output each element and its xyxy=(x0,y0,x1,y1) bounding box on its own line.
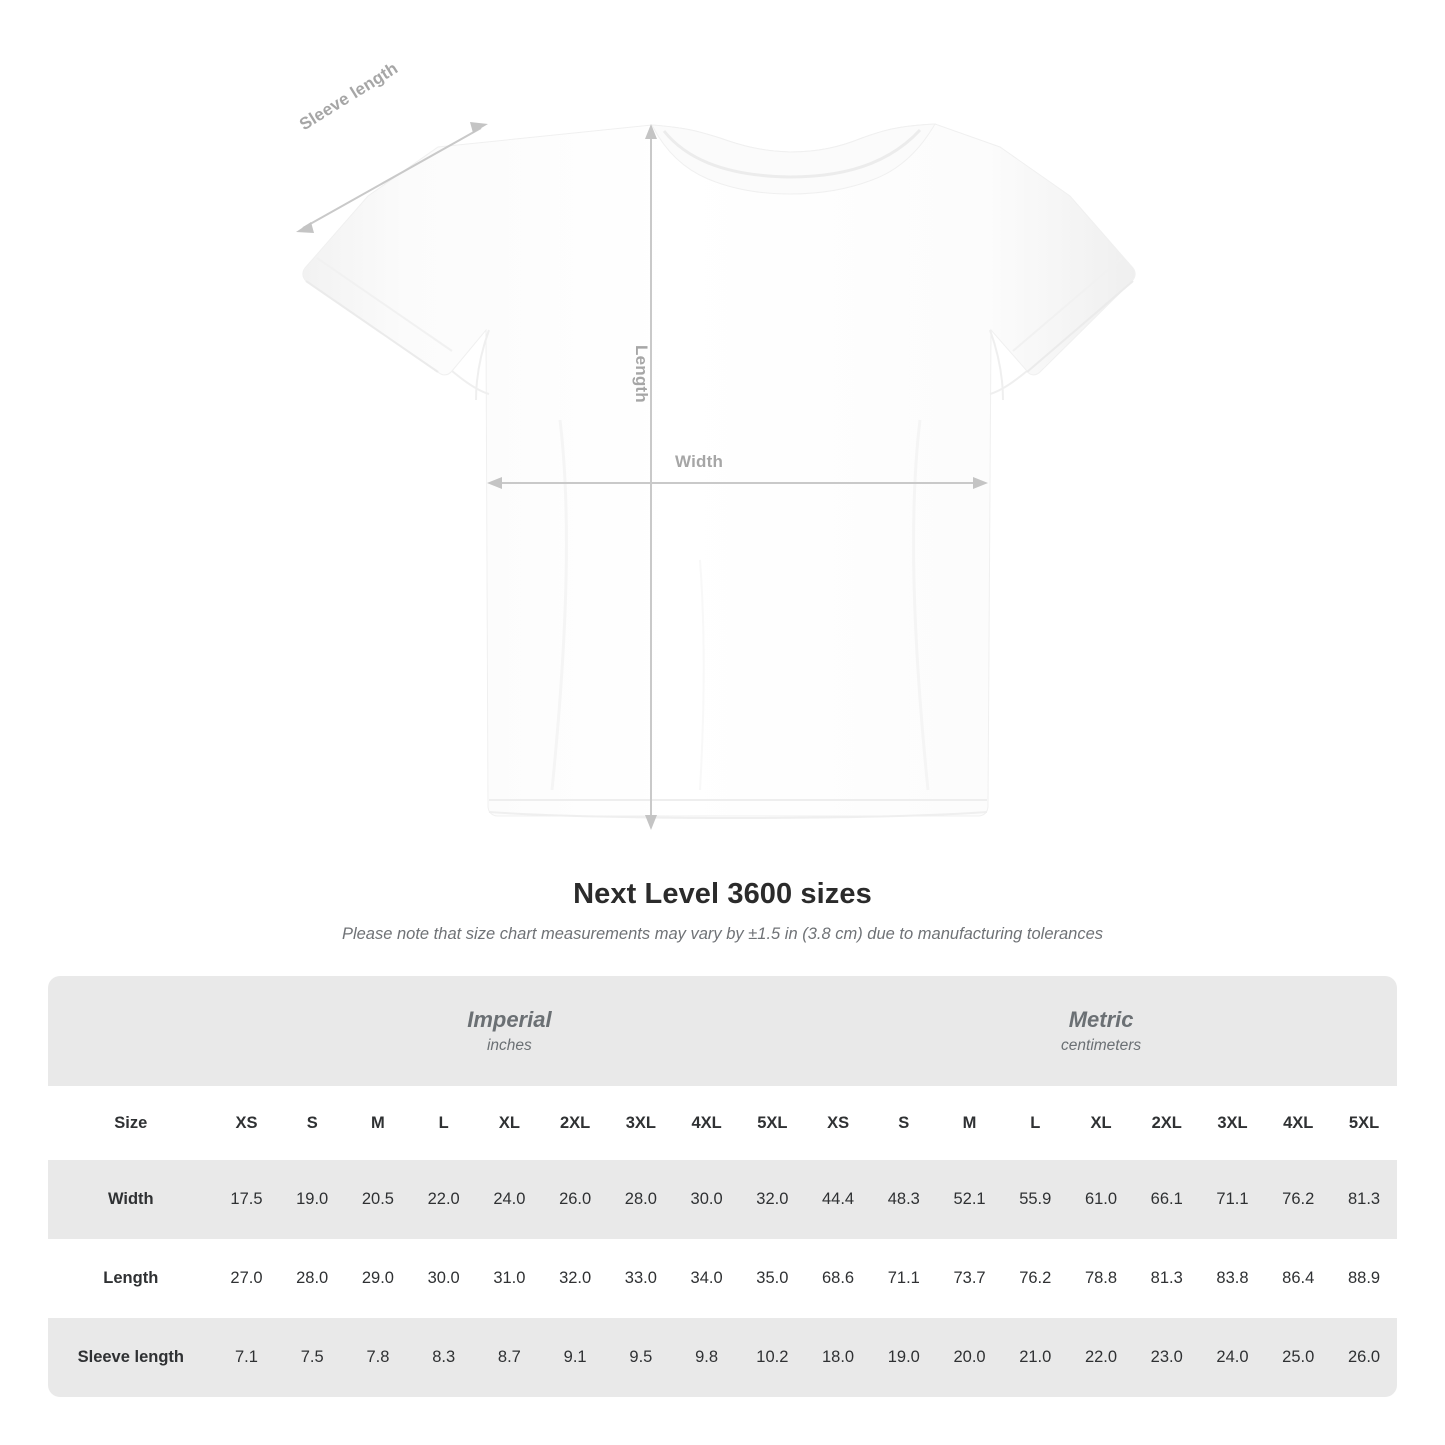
sleeve-length-label: Sleeve length xyxy=(296,58,402,135)
cell-length-metric-3xl: 83.8 xyxy=(1200,1239,1266,1318)
cell-length-imperial-3xl: 33.0 xyxy=(608,1239,674,1318)
header-size-imperial-xl: XL xyxy=(477,1086,543,1160)
header-size-metric-m: M xyxy=(937,1086,1003,1160)
cell-length-metric-5xl: 88.9 xyxy=(1331,1239,1397,1318)
cell-width-metric-xl: 61.0 xyxy=(1068,1160,1134,1239)
cell-length-imperial-m: 29.0 xyxy=(345,1239,411,1318)
size-chart-table-container xyxy=(48,976,1397,1397)
group-header-metric xyxy=(805,976,1397,1086)
cell-length-imperial-4xl: 34.0 xyxy=(674,1239,740,1318)
cell-length-imperial-l: 30.0 xyxy=(411,1239,477,1318)
header-size-metric-3xl: 3XL xyxy=(1200,1086,1266,1160)
cell-width-imperial-4xl: 30.0 xyxy=(674,1160,740,1239)
row-label-length: Length xyxy=(48,1239,214,1318)
cell-sleeve-metric-xl: 22.0 xyxy=(1068,1318,1134,1397)
cell-sleeve-imperial-4xl: 9.8 xyxy=(674,1318,740,1397)
cell-sleeve-imperial-2xl: 9.1 xyxy=(542,1318,608,1397)
length-label: Length xyxy=(632,345,651,403)
cell-width-metric-5xl: 81.3 xyxy=(1331,1160,1397,1239)
header-size-imperial-s: S xyxy=(279,1086,345,1160)
cell-sleeve-metric-s: 19.0 xyxy=(871,1318,937,1397)
page-title: Next Level 3600 sizes xyxy=(573,878,872,910)
header-size-imperial-l: L xyxy=(411,1086,477,1160)
cell-length-imperial-xs: 27.0 xyxy=(214,1239,280,1318)
cell-width-imperial-xl: 24.0 xyxy=(477,1160,543,1239)
group-subtitle-imperial: inches xyxy=(486,1037,532,1055)
cell-width-metric-s: 48.3 xyxy=(871,1160,937,1239)
cell-sleeve-imperial-xs: 7.1 xyxy=(214,1318,280,1397)
cell-sleeve-metric-2xl: 23.0 xyxy=(1134,1318,1200,1397)
header-size-metric-5xl: 5XL xyxy=(1331,1086,1397,1160)
cell-length-metric-m: 73.7 xyxy=(937,1239,1003,1318)
table-row xyxy=(48,1239,1397,1318)
cell-width-imperial-2xl: 26.0 xyxy=(542,1160,608,1239)
cell-sleeve-metric-m: 20.0 xyxy=(937,1318,1003,1397)
group-header-imperial xyxy=(214,976,806,1086)
cell-sleeve-imperial-3xl: 9.5 xyxy=(608,1318,674,1397)
size-chart-table xyxy=(48,976,1397,1397)
cell-width-metric-4xl: 76.2 xyxy=(1265,1160,1331,1239)
unit-group-header-row xyxy=(48,976,1397,1086)
cell-width-imperial-m: 20.5 xyxy=(345,1160,411,1239)
cell-length-metric-xl: 78.8 xyxy=(1068,1239,1134,1318)
cell-sleeve-imperial-l: 8.3 xyxy=(411,1318,477,1397)
table-row xyxy=(48,1160,1397,1239)
header-size-imperial-5xl: 5XL xyxy=(739,1086,805,1160)
header-size-metric-xs: XS xyxy=(805,1086,871,1160)
row-label-sleeve-length: Sleeve length xyxy=(48,1318,214,1397)
group-subtitle-metric: centimeters xyxy=(1061,1037,1142,1055)
row-label-width: Width xyxy=(48,1160,214,1239)
cell-sleeve-imperial-xl: 8.7 xyxy=(477,1318,543,1397)
cell-width-imperial-xs: 17.5 xyxy=(214,1160,280,1239)
cell-sleeve-metric-5xl: 26.0 xyxy=(1331,1318,1397,1397)
cell-sleeve-imperial-5xl: 10.2 xyxy=(739,1318,805,1397)
cell-length-metric-2xl: 81.3 xyxy=(1134,1239,1200,1318)
group-title-imperial: Imperial xyxy=(467,1006,552,1032)
header-size-label: Size xyxy=(48,1086,214,1160)
cell-length-metric-4xl: 86.4 xyxy=(1265,1239,1331,1318)
cell-width-metric-l: 55.9 xyxy=(1002,1160,1068,1239)
cell-length-imperial-2xl: 32.0 xyxy=(542,1239,608,1318)
group-header-spacer xyxy=(48,976,214,1086)
cell-sleeve-imperial-s: 7.5 xyxy=(279,1318,345,1397)
cell-width-metric-3xl: 71.1 xyxy=(1200,1160,1266,1239)
cell-length-imperial-5xl: 35.0 xyxy=(739,1239,805,1318)
cell-width-imperial-3xl: 28.0 xyxy=(608,1160,674,1239)
group-title-metric: Metric xyxy=(1068,1006,1134,1032)
cell-length-metric-l: 76.2 xyxy=(1002,1239,1068,1318)
cell-width-metric-m: 52.1 xyxy=(937,1160,1003,1239)
header-size-imperial-xs: XS xyxy=(214,1086,280,1160)
header-size-imperial-4xl: 4XL xyxy=(674,1086,740,1160)
cell-sleeve-metric-l: 21.0 xyxy=(1002,1318,1068,1397)
header-size-imperial-m: M xyxy=(345,1086,411,1160)
header-size-imperial-3xl: 3XL xyxy=(608,1086,674,1160)
header-size-metric-xl: XL xyxy=(1068,1086,1134,1160)
cell-length-metric-xs: 68.6 xyxy=(805,1239,871,1318)
cell-sleeve-metric-xs: 18.0 xyxy=(805,1318,871,1397)
cell-length-imperial-s: 28.0 xyxy=(279,1239,345,1318)
header-size-metric-4xl: 4XL xyxy=(1265,1086,1331,1160)
cell-length-metric-s: 71.1 xyxy=(871,1239,937,1318)
tolerance-note: Please note that size chart measurements may vary by ±1.5 in (3.8 cm) due to manufacturing tolerances xyxy=(341,925,1104,943)
cell-width-imperial-l: 22.0 xyxy=(411,1160,477,1239)
cell-sleeve-metric-3xl: 24.0 xyxy=(1200,1318,1266,1397)
header-size-metric-s: S xyxy=(871,1086,937,1160)
header-size-metric-2xl: 2XL xyxy=(1134,1086,1200,1160)
table-row xyxy=(48,1318,1397,1397)
header-size-imperial-2xl: 2XL xyxy=(542,1086,608,1160)
width-label: Width xyxy=(675,452,724,471)
cell-width-imperial-s: 19.0 xyxy=(279,1160,345,1239)
size-header-row xyxy=(48,1086,1397,1160)
cell-width-metric-2xl: 66.1 xyxy=(1134,1160,1200,1239)
cell-length-imperial-xl: 31.0 xyxy=(477,1239,543,1318)
cell-sleeve-imperial-m: 7.8 xyxy=(345,1318,411,1397)
cell-sleeve-metric-4xl: 25.0 xyxy=(1265,1318,1331,1397)
cell-width-metric-xs: 44.4 xyxy=(805,1160,871,1239)
cell-width-imperial-5xl: 32.0 xyxy=(739,1160,805,1239)
header-size-metric-l: L xyxy=(1002,1086,1068,1160)
